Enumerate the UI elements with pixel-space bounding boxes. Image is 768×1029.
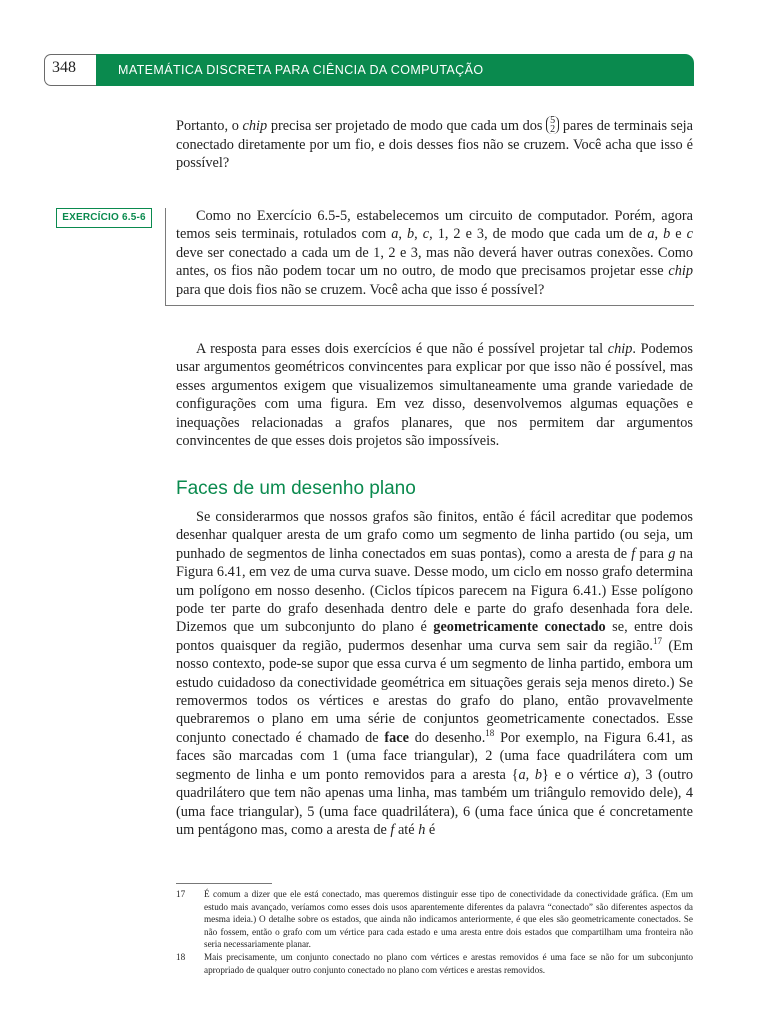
footnote-18: 18 Mais precisamente, um conjunto conectado no plano com vértices e arestas removidos é uma face se não for um subconjunto apropriado de qualquer outro conjunto conectado no plano com vértices e arestas removidos. <box>176 952 693 975</box>
term-geometricamente-conectado: geometricamente conectado <box>433 619 606 636</box>
exercise-text: Como no Exercício 6.5-5, estabelecemos um circuito de computador. Porém, agora temos seis terminais, rotulados com a, b, c, 1, 2 e 3, de modo que cada um de a, b e c deve ser conectado a cada um de 1, 2 e 3, mas não deverá haver outras conexões. Como antes, os fios não podem tocar um no outro, de modo que precisamos projetar esse chip para que dois fios não se cruzem. Você acha que isso é possível? <box>176 208 694 298</box>
term-face: face <box>384 729 409 746</box>
footnote-17: 17 É comum a dizer que ele está conectado, mas queremos distinguir esse tipo de conectividade da conectividade gráfica. (Em um estudo mais avançado, veríamos como esses dois usos aparentemente diferentes da palavra “conectado” são diferentes aspectos da mesma ideia.) O detalhe sobre os estados, que ainda não indicamos anteriormente, é que eles são geometricamente conectados. Se não fossem, então o grafo com um vértice para cada estado e uma aresta entre dois estados que compartilham uma fronteira não seria necessariamente planar. <box>176 889 693 950</box>
section-paragraph: Se considerarmos que nossos grafos são finitos, então é fácil acreditar que podemos desenhar qualquer aresta de um grafo como um segmento de linha partido (ou seja, um punhado de segmentos de linha conectados em suas pontas), como a aresta de f para g na Figura 6.41, em vez de uma curva suave. Desse modo, um ciclo em nosso grafo determina um polígono em nosso desenho. (Ciclos típicos parecem na Figura 6.41.) Esse polígono pode ter parte do grafo desenhada dentro dele e parte do grafo desenhada fora dele. Dizemos que um subconjunto do plano é geometricamente conectado se, entre dois pontos quaisquer da região, pudermos desenhar uma curva sem sair da região.$^{17}$ (Em nosso contexto, pode-se supor que essa curva é um segmento de linha partido, embora um estudo cuidadoso da conectividade geométrica em situações gerais seja menos direto.) Se removermos todos os vértices e arestas do grafo do plano, então provavelmente quebraremos o plano em uma série de conjuntos geometricamente conectados. Esse conjunto conectado é chamado de face do desenho.$^{18}$ Por exemplo, na Figura 6.41, as faces são marcadas com 1 (uma face triangular), 2 (uma face quadrilátera com um segmento de linha e um ponto removidos para a aresta {a, b} e o vértice a), 3 (outro quadrilátero que tem não apenas uma linha, mas também um triângulo removido dele), 4 (uma face triangular), 5 (uma face quadrilátera), 6 (uma face única que é concretamente um pentágono mas, como a aresta de f até h é <box>176 509 694 838</box>
footnote-ref-17[interactable]: 17 <box>652 636 662 647</box>
intro-paragraph: Portanto, o chip precisa ser projetado de modo que cada um dos 5 2 pares de terminais seja conectado diretamente por um fio, e dois desses fios não se cruzem. Você acha que isso é possível? <box>176 114 693 172</box>
running-title: MATEMÁTICA DISCRETA PARA CIÊNCIA DA COMPUTAÇÃO <box>118 63 484 77</box>
footnote-divider <box>176 883 272 884</box>
footnote-ref-18[interactable]: 18 <box>485 728 495 739</box>
intro-block <box>176 114 693 173</box>
page-number: 348 <box>52 59 76 76</box>
answer-block <box>176 340 693 450</box>
exercise-label: EXERCÍCIO 6.5-6 <box>56 208 152 228</box>
section-body <box>176 508 693 839</box>
section-title: Faces de um desenho plano <box>176 478 416 499</box>
binomial-coefficient: 5 2 <box>546 116 559 134</box>
answer-paragraph: A resposta para esses dois exercícios é que não é possível projetar tal chip. Podemos usar argumentos geométricos convincentes para explicar por que isso não é possível, mas esses argumentos exigem que visualizemos simultaneamente uma grande variedade de configurações com uma figura. Em vez disso, desenvolvemos algumas equações e inequações relacionadas a grafos planares, que nos permitem dar argumentos convincentes de que esses dois projetos são impossíveis. <box>176 341 693 450</box>
exercise-block <box>176 207 693 299</box>
